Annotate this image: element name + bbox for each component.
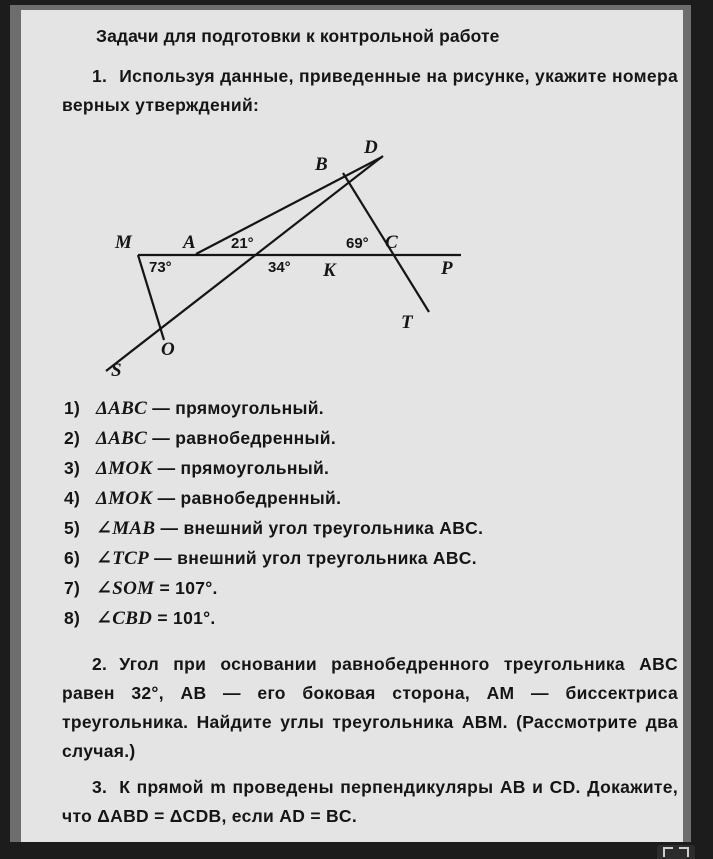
task-2 xyxy=(62,650,678,766)
statement-list xyxy=(64,393,483,633)
label-point-p: P xyxy=(441,258,453,279)
page-title: Задачи для подготовки к контрольной работе xyxy=(96,26,500,46)
expand-icon[interactable] xyxy=(657,845,695,859)
statement-item: 8) ∠CBD = 101°. xyxy=(64,608,216,629)
statement-item: 3) ΔMOK — прямоугольный. xyxy=(64,458,330,479)
label-point-a: A xyxy=(183,232,196,253)
label-point-o: O xyxy=(161,339,175,360)
task-2-text: Угол при основании равнобедренного треугольника ABC равен 32°, AB — его боковая сторона, AM — биссектриса треугольника. Найдите углы треугольника ABM. (Рассмотрите два случая.) xyxy=(62,654,678,761)
textbook-page xyxy=(21,10,683,842)
label-point-k: K xyxy=(323,260,336,281)
geometry-figure xyxy=(21,10,683,390)
label-point-b: B xyxy=(315,154,328,175)
angle-label-mab: 21° xyxy=(231,235,254,252)
label-point-c: C xyxy=(385,232,398,253)
task-3-text: К прямой m проведены перпендикуляры AB и CD. Докажите, что ΔABD = ΔCDB, если AD = BC. xyxy=(62,777,678,826)
statement-item: 5) ∠MAB — внешний угол треугольника ABC. xyxy=(64,518,484,539)
task-2-number: 2. xyxy=(92,654,108,674)
angle-label-ako: 34° xyxy=(268,259,291,276)
statement-item: 4) ΔMOK — равнобедренный. xyxy=(64,488,342,509)
task-3 xyxy=(62,773,678,831)
task-3-number: 3. xyxy=(92,777,108,797)
angle-label-m: 73° xyxy=(149,259,172,276)
label-point-d: D xyxy=(364,137,378,158)
line-sd xyxy=(106,156,383,371)
task-1-text: Используя данные, приведенные на рисунке, укажите номера верных утверждений: xyxy=(62,66,678,115)
angle-label-acb: 69° xyxy=(346,235,369,252)
statement-item: 7) ∠SOM = 107°. xyxy=(64,578,218,599)
label-point-t: T xyxy=(401,312,413,333)
statement-item: 2) ΔABC — равнобедренный. xyxy=(64,428,336,449)
task-1-number: 1. xyxy=(92,66,108,86)
statement-item: 1) ΔABC — прямоугольный. xyxy=(64,398,324,419)
label-point-m: M xyxy=(115,232,132,253)
label-point-s: S xyxy=(111,360,122,381)
statement-item: 6) ∠TCP — внешний угол треугольника ABC. xyxy=(64,548,477,569)
